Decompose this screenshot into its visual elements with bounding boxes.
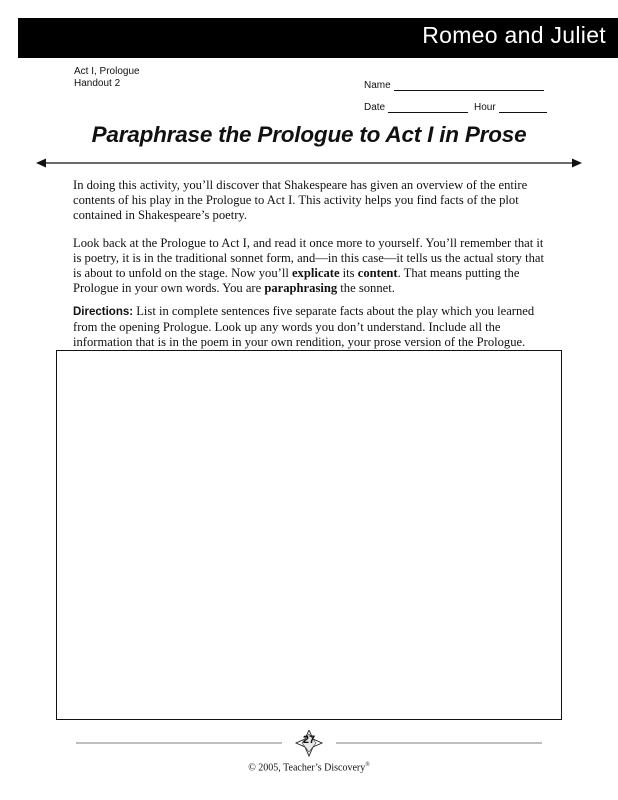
name-label: Name: [364, 80, 391, 91]
hour-field[interactable]: [474, 102, 547, 113]
hour-label: Hour: [474, 102, 496, 113]
paraphrasing-term: paraphrasing: [264, 281, 338, 295]
handout-number: Handout 2: [74, 78, 121, 89]
title-double-arrow: [36, 157, 582, 169]
answer-box[interactable]: [56, 350, 562, 720]
hour-line[interactable]: [499, 102, 547, 113]
directions-paragraph: [73, 304, 551, 350]
header-title: Romeo and Juliet: [422, 22, 606, 48]
explicate-term: explicate: [291, 266, 340, 280]
registered-mark: ®: [365, 762, 370, 768]
name-field[interactable]: [364, 80, 544, 91]
date-field[interactable]: [364, 102, 468, 113]
handout-info: [74, 66, 140, 90]
date-label: Date: [364, 102, 386, 113]
page-title: Paraphrase the Prologue to Act I in Prose: [91, 122, 527, 147]
handout-act: Act I, Prologue: [74, 66, 140, 77]
directions-label: Directions:: [73, 306, 134, 318]
directions-text: List in complete sentences five separate facts about the play which you learned from the opening Prologue. Look up any words you don’t understand. Include all the information that is in the poem in your own rendition, your prose version of the Prologue.: [73, 304, 535, 349]
copyright: © 2005, Teacher’s Discovery®: [248, 762, 370, 774]
intro-paragraph: In doing this activity, you’ll discover that Shakespeare has given an overview of the entire contents of his play in the Prologue to Act I. This activity helps you find facts of the plot contained in Shakespeare’s poetry.: [73, 178, 528, 222]
content-term: content: [357, 266, 398, 280]
instruction-paragraph: Look back at the Prologue to Act I, and read it once more to yourself. You’ll remember that it is poetry, it is in the traditional sonnet form, and—in this case—it tells us the actual story that is about to unfold on the stage. Now you’ll explicate its content. That means putting the Prologue in your own words. You are paraphrasing the sonnet.: [73, 236, 545, 295]
page-number: 27: [302, 734, 316, 746]
date-line[interactable]: [388, 102, 468, 113]
header-bar: [18, 18, 618, 58]
name-line[interactable]: [394, 80, 544, 91]
